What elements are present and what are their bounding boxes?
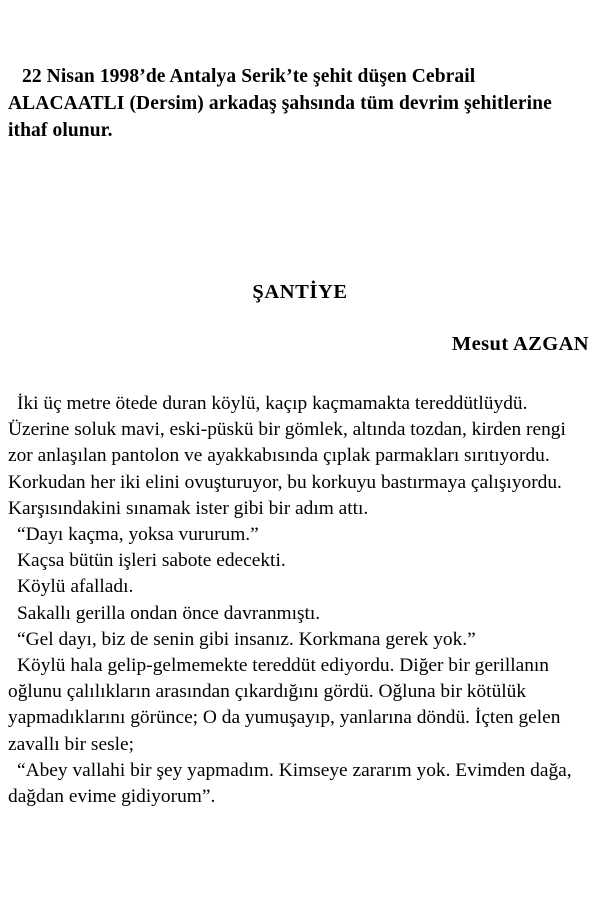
dedication-text: 22 Nisan 1998’de Antalya Serik’te şehit düşen Cebrail ALACAATLI (Dersim) arkadaş şahsında tüm devrim şehitlerine ithaf olunur.: [8, 66, 552, 141]
author-name: Mesut AZGAN: [451, 333, 589, 355]
paragraph: İki üç metre ötede duran köylü, kaçıp kaçmamakta tereddütlüydü. Üzerine soluk mavi, eski-püskü bir gömlek, altında tozdan, kirden rengi zor anlaşılan pantolon ve ayakkabısında çıplak parmakları sırıtıyordu. Korkudan her iki elini ovuşturuyor, bu korkuyu bastırmaya çalışıyordu. Karşısındakini sınamak ister gibi bir adım attı.: [8, 393, 566, 519]
paragraph: Sakallı gerilla ondan önce davranmıştı.: [17, 602, 321, 624]
paragraph: “Dayı kaçma, yoksa vururum.”: [17, 524, 259, 546]
story-body: [8, 391, 592, 810]
paragraph: Köylü hala gelip-gelmemekte tereddüt ediyordu. Diğer bir gerillanın oğlunu çalılıkların arasından çıkardığını gördü. Oğluna bir kötülük yapmadıklarını görünce; O da yumuşayıp, yanlarına döndü. İçten gelen zavallı bir sesle;: [8, 655, 561, 755]
paragraph: Kaçsa bütün işleri sabote edecekti.: [17, 550, 286, 572]
paragraph: Köylü afalladı.: [17, 576, 134, 598]
page-title: ŞANTİYE: [252, 281, 348, 303]
paragraph: “Gel dayı, biz de senin gibi insanız. Korkmana gerek yok.”: [17, 628, 476, 650]
paragraph: “Abey vallahi bir şey yapmadım. Kimseye zararım yok. Evimden dağa, dağdan evime gidiyorum”.: [8, 759, 572, 808]
